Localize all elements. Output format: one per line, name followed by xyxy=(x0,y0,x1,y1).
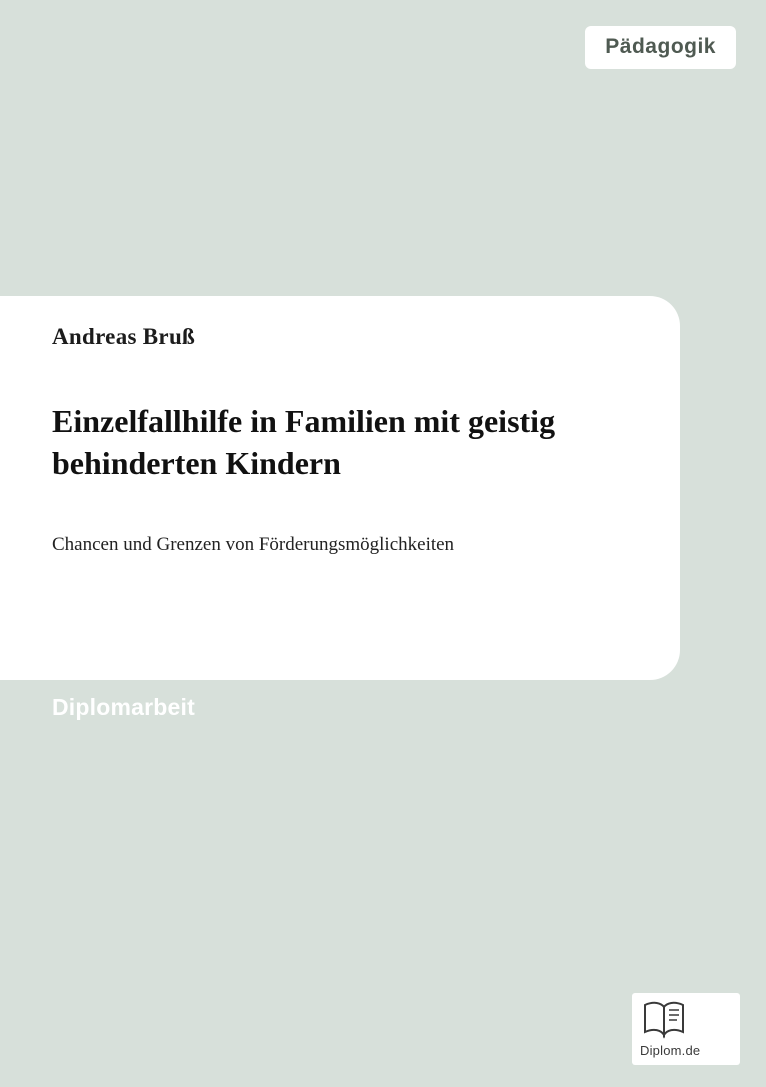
author-name: Andreas Bruß xyxy=(52,324,196,349)
title-card xyxy=(0,296,680,680)
page-title: Einzelfallhilfe in Familien mit geistig behinderten Kindern xyxy=(52,403,556,482)
document-type-label: Diplomarbeit xyxy=(52,694,195,720)
category-badge: Pädagogik xyxy=(585,26,736,69)
publisher-logo xyxy=(632,993,740,1065)
open-book-icon xyxy=(642,999,686,1039)
subtitle: Chancen und Grenzen von Förderungsmöglichkeiten xyxy=(52,534,455,555)
publisher-name: Diplom.de xyxy=(640,1043,701,1058)
